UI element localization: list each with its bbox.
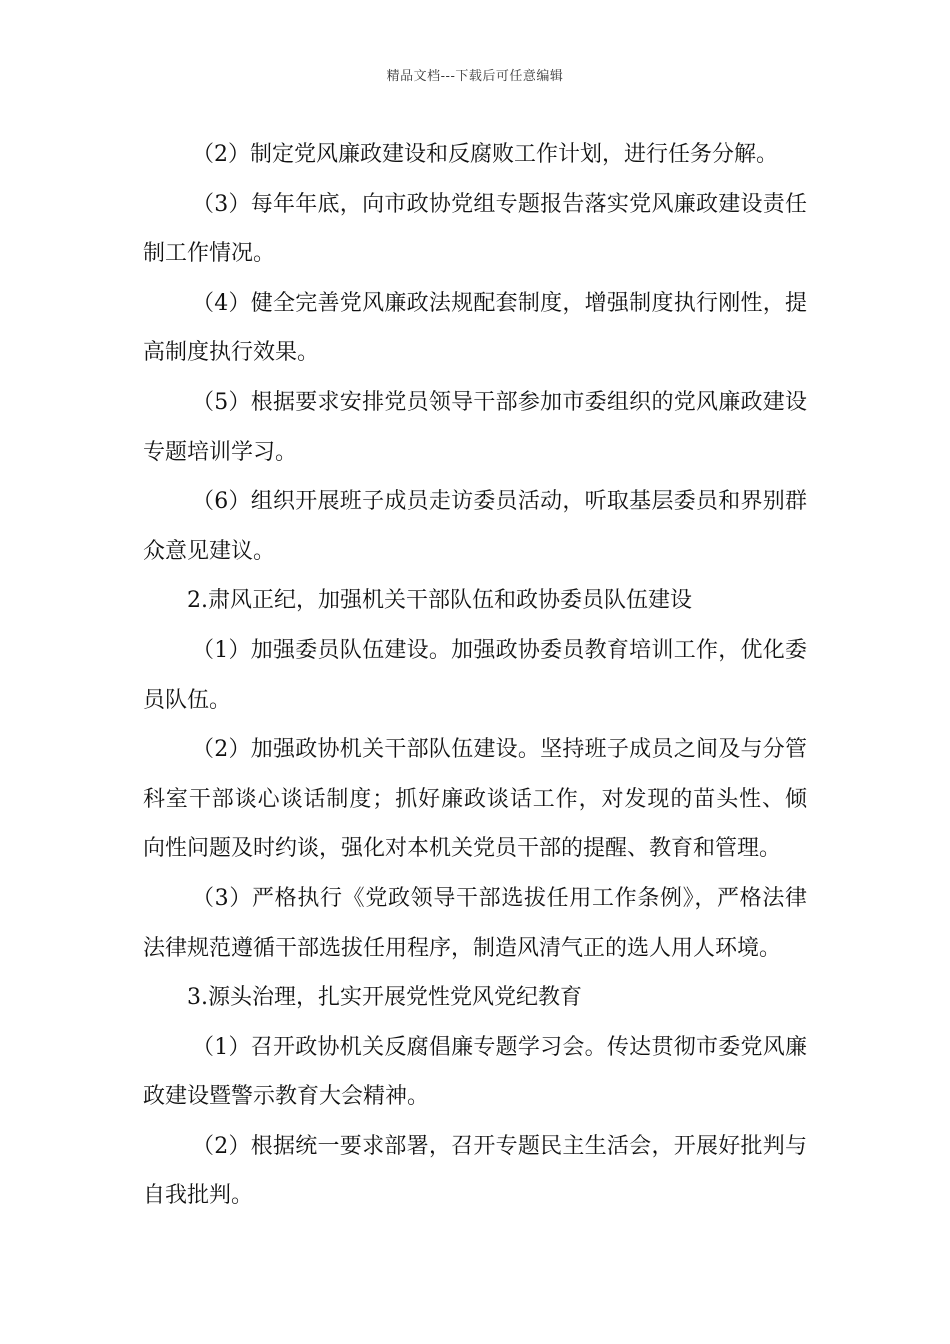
text-line: 科室干部谈心谈话制度；抓好廉政谈话工作，对发现的苗头性、倾: [143, 786, 807, 812]
text-line: 向性问题及时约谈，强化对本机关党员干部的提醒、教育和管理。: [143, 836, 782, 862]
text-line: （2）根据统一要求部署，召开专题民主生活会，开展好批判与: [192, 1133, 807, 1159]
document-body: [143, 130, 807, 1221]
text-line: 众意见建议。: [143, 538, 276, 564]
text-line: （5）根据要求安排党员领导干部参加市委组织的党风廉政建设: [192, 389, 807, 415]
text-line: 自我批判。: [143, 1183, 254, 1209]
paragraph: [143, 279, 807, 378]
paragraph: [143, 180, 807, 279]
text-line: （4）健全完善党风廉政法规配套制度，增强制度执行刚性，提: [192, 290, 807, 316]
paragraph: [143, 130, 807, 180]
paragraph: [143, 1023, 807, 1122]
text-line: 2.肃风正纪，加强机关干部队伍和政协委员队伍建设: [187, 588, 692, 614]
text-line: （3）每年年底，向市政协党组专题报告落实党风廉政建设责任: [192, 191, 807, 217]
text-line: 高制度执行效果。: [143, 340, 320, 366]
text-line: 制工作情况。: [143, 241, 276, 267]
paragraph: [143, 626, 807, 725]
paragraph: [143, 874, 807, 973]
paragraph: [143, 378, 807, 477]
text-line: 员队伍。: [143, 687, 232, 713]
text-line: （2）制定党风廉政建设和反腐败工作计划，进行任务分解。: [192, 142, 778, 167]
section-heading: [143, 576, 807, 626]
paragraph: [143, 725, 807, 874]
text-line: 专题培训学习。: [143, 439, 298, 465]
paragraph: [143, 477, 807, 576]
text-line: （3）严格执行《党政领导干部选拔任用工作条例》，严格法律: [192, 885, 807, 911]
section-heading: [143, 973, 807, 1023]
text-line: （1）加强委员队伍建设。加强政协委员教育培训工作，优化委: [192, 637, 807, 663]
text-line: 法律规范遵循干部选拔任用程序，制造风清气正的选人用人环境。: [143, 935, 782, 961]
text-line: （6）组织开展班子成员走访委员活动，听取基层委员和界别群: [192, 489, 807, 515]
paragraph: [143, 1122, 807, 1221]
text-line: （2）加强政协机关干部队伍建设。坚持班子成员之间及与分管: [192, 737, 807, 763]
page-header: 精品文档---下载后可任意编辑: [386, 69, 564, 84]
text-line: 3.源头治理，扎实开展党性党风党纪教育: [187, 985, 582, 1011]
text-line: （1）召开政协机关反腐倡廉专题学习会。传达贯彻市委党风廉: [192, 1034, 807, 1060]
text-line: 政建设暨警示教育大会精神。: [143, 1084, 430, 1110]
